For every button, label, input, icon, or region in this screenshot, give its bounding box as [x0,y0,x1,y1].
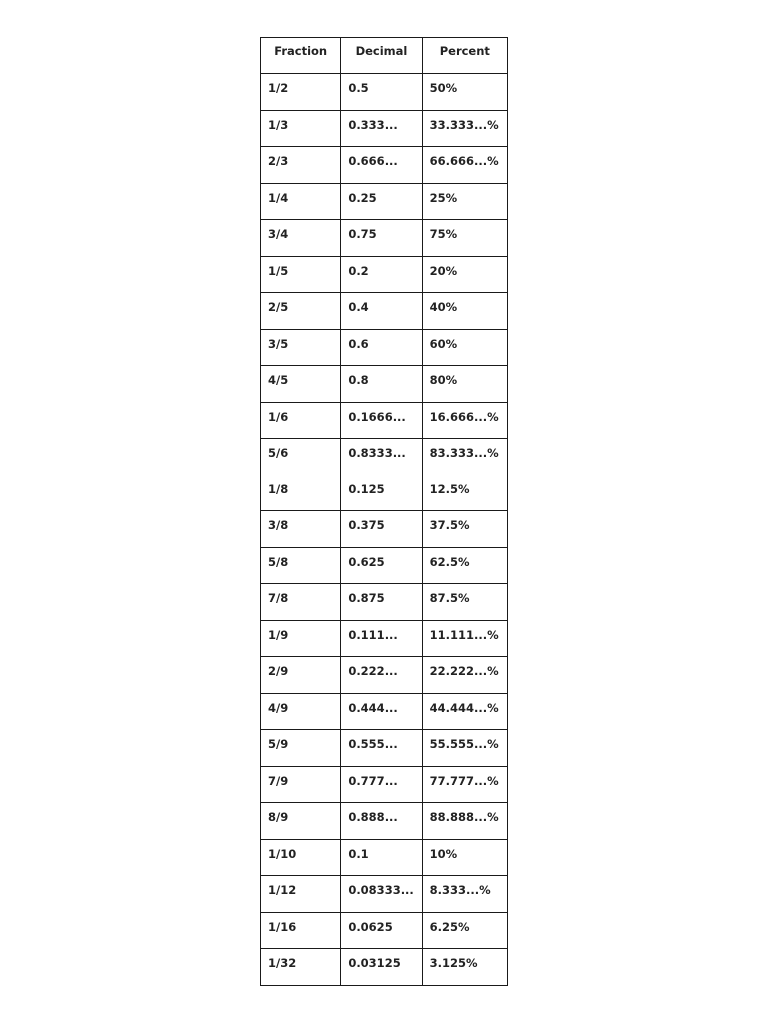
decimal-cell: 0.444... [341,693,422,730]
decimal-cell: 0.8333... [341,439,422,475]
decimal-cell: 0.1 [341,839,422,876]
fraction-cell: 1/16 [261,912,341,949]
fraction-cell: 1/4 [261,183,341,220]
percent-cell: 37.5% [422,511,507,548]
fraction-cell: 3/5 [261,329,341,366]
percent-cell: 16.666...% [422,402,507,439]
decimal-cell: 0.0625 [341,912,422,949]
percent-cell: 8.333...% [422,876,507,913]
table-header [261,38,508,74]
header-decimal: Decimal [341,38,422,74]
fraction-cell: 1/6 [261,402,341,439]
table-body [261,74,508,986]
fraction-conversion-table [260,37,508,986]
table-row [261,110,508,147]
table-row [261,74,508,111]
header-row [261,38,508,74]
table-row [261,402,508,439]
decimal-cell: 0.625 [341,547,422,584]
table-row [261,220,508,257]
decimal-cell: 0.75 [341,220,422,257]
percent-cell: 20% [422,256,507,293]
fraction-cell: 1/3 [261,110,341,147]
fraction-cell: 1/2 [261,74,341,111]
percent-cell: 44.444...% [422,693,507,730]
percent-cell: 12.5% [422,475,507,511]
decimal-cell: 0.888... [341,803,422,840]
decimal-cell: 0.111... [341,620,422,657]
table-row [261,620,508,657]
decimal-cell: 0.555... [341,730,422,767]
fraction-cell: 2/3 [261,147,341,184]
percent-cell: 83.333...% [422,439,507,475]
fraction-cell: 3/4 [261,220,341,257]
table-row [261,147,508,184]
percent-cell: 40% [422,293,507,330]
table-row [261,547,508,584]
table-row [261,803,508,840]
decimal-cell: 0.222... [341,657,422,694]
table-row [261,511,508,548]
fraction-cell: 1/10 [261,839,341,876]
fraction-cell: 4/5 [261,366,341,403]
decimal-cell: 0.666... [341,147,422,184]
table-row [261,949,508,986]
fraction-cell: 1/5 [261,256,341,293]
table-row [261,293,508,330]
fraction-cell: 1/9 [261,620,341,657]
percent-cell: 66.666...% [422,147,507,184]
fraction-cell: 5/6 [261,439,341,475]
decimal-cell: 0.375 [341,511,422,548]
fraction-cell: 7/9 [261,766,341,803]
fraction-cell: 5/9 [261,730,341,767]
fraction-cell: 2/5 [261,293,341,330]
fraction-cell: 1/8 [261,475,341,511]
percent-cell: 22.222...% [422,657,507,694]
table-row [261,256,508,293]
decimal-cell: 0.08333... [341,876,422,913]
percent-cell: 75% [422,220,507,257]
table-row [261,839,508,876]
percent-cell: 55.555...% [422,730,507,767]
percent-cell: 60% [422,329,507,366]
table-row [261,366,508,403]
fraction-cell: 3/8 [261,511,341,548]
table-row [261,730,508,767]
header-fraction: Fraction [261,38,341,74]
percent-cell: 50% [422,74,507,111]
decimal-cell: 0.25 [341,183,422,220]
table-row [261,766,508,803]
table-row [261,183,508,220]
table-row [261,475,508,511]
decimal-cell: 0.333... [341,110,422,147]
fraction-cell: 7/8 [261,584,341,621]
fraction-cell: 1/32 [261,949,341,986]
header-percent: Percent [422,38,507,74]
percent-cell: 88.888...% [422,803,507,840]
percent-cell: 10% [422,839,507,876]
fraction-cell: 2/9 [261,657,341,694]
percent-cell: 25% [422,183,507,220]
fraction-cell: 5/8 [261,547,341,584]
decimal-cell: 0.125 [341,475,422,511]
percent-cell: 11.111...% [422,620,507,657]
fraction-cell: 8/9 [261,803,341,840]
table-row [261,329,508,366]
fraction-cell: 1/12 [261,876,341,913]
decimal-cell: 0.875 [341,584,422,621]
table-row [261,657,508,694]
decimal-cell: 0.2 [341,256,422,293]
decimal-cell: 0.5 [341,74,422,111]
percent-cell: 77.777...% [422,766,507,803]
table-row [261,693,508,730]
table-row [261,876,508,913]
percent-cell: 62.5% [422,547,507,584]
decimal-cell: 0.6 [341,329,422,366]
percent-cell: 3.125% [422,949,507,986]
percent-cell: 87.5% [422,584,507,621]
decimal-cell: 0.03125 [341,949,422,986]
decimal-cell: 0.1666... [341,402,422,439]
decimal-cell: 0.8 [341,366,422,403]
fraction-cell: 4/9 [261,693,341,730]
percent-cell: 33.333...% [422,110,507,147]
percent-cell: 80% [422,366,507,403]
decimal-cell: 0.4 [341,293,422,330]
table-row [261,439,508,475]
table-row [261,584,508,621]
decimal-cell: 0.777... [341,766,422,803]
percent-cell: 6.25% [422,912,507,949]
table-row [261,912,508,949]
